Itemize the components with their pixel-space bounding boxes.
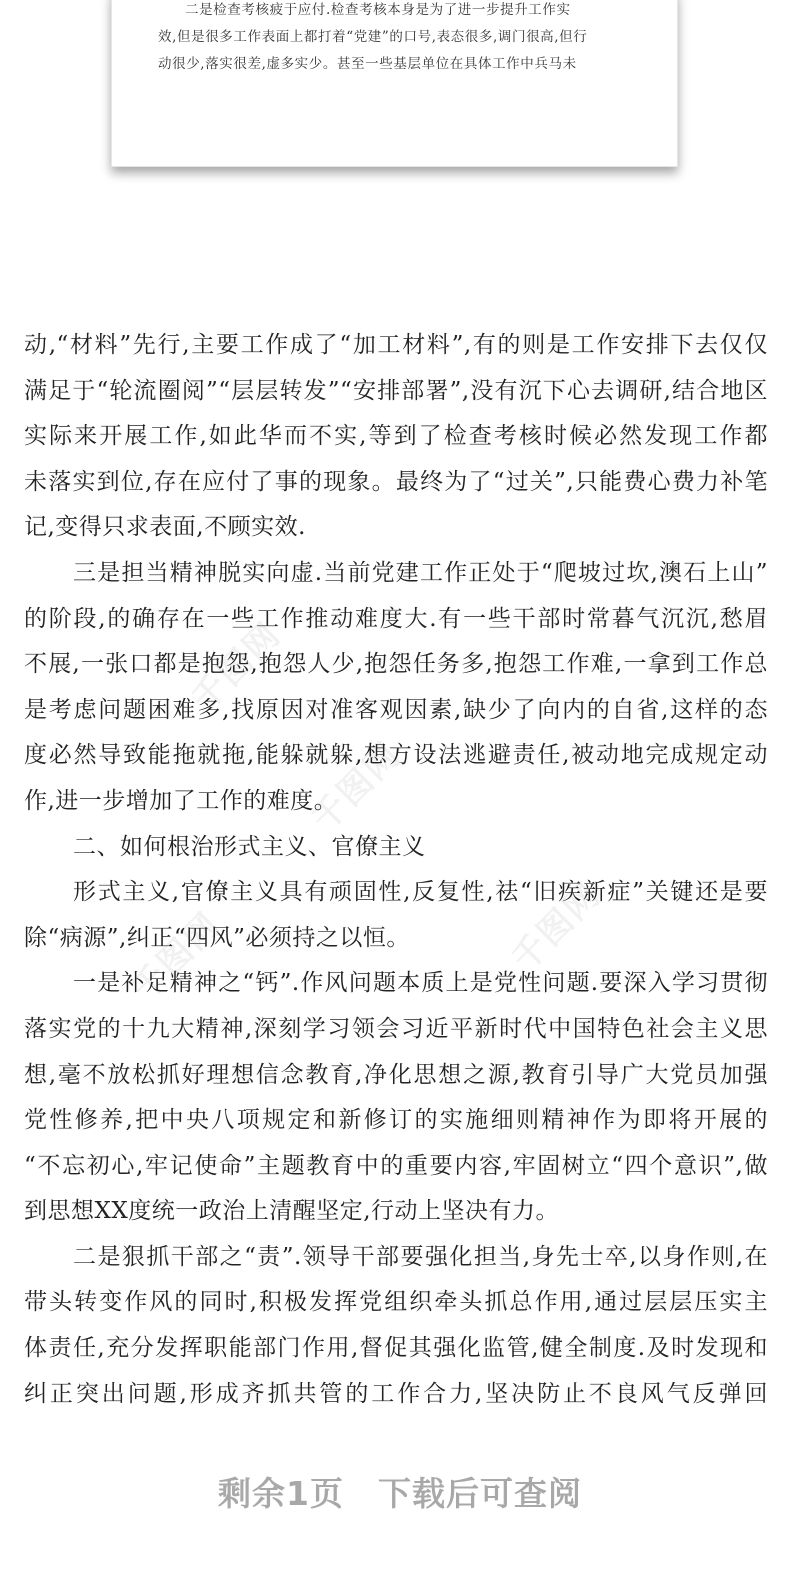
doc-line: 党性修养,把中央八项规定和新修订的实施细则精神作为即将开展的 (24, 1107, 768, 1134)
watermark: 千图网 (184, 614, 289, 720)
doc-line: 纠正突出问题,形成齐抓共管的工作合力,坚决防止不良风气反弹回 (24, 1380, 768, 1407)
document-body (24, 323, 768, 1417)
doc-line: 想,毫不放松抓好理想信念教育,净化思想之源,教育引导广大党员加强 (24, 1061, 768, 1088)
doc-line: 度必然导致能拖就拖,能躲就躲,想方设法逃避责任,被动地完成规定动 (24, 742, 768, 769)
preview-line: 效,但是很多工作表面上都打着“党建”的口号,表态很多,调门很高,但行 (158, 29, 588, 45)
doc-line: 落实党的十九大精神,深刻学习领会习近平新时代中国特色社会主义思 (24, 1015, 768, 1042)
watermark: 千图网 (304, 734, 409, 840)
watermark: 千图网 (124, 904, 229, 1010)
section-heading: 二、如何根治形式主义、官僚主义 (73, 833, 426, 860)
doc-line: 的阶段,的确存在一些工作推动难度大.有一些干部时常暮气沉沉,愁眉 (24, 605, 768, 632)
doc-line: 到思想XX度统一政治上清醒坚定,行动上坚决有力。 (24, 1198, 560, 1225)
doc-line: 除“病源”,纠正“四风”必须持之以恒。 (24, 924, 410, 951)
watermark: 千图网 (504, 874, 609, 980)
preview-line: 动很少,落实很差,虚多实少。甚至一些基层单位在具体工作中兵马未 (158, 56, 577, 72)
doc-line: 体责任,充分发挥职能部门作用,督促其强化监管,健全制度.及时发现和 (24, 1335, 768, 1362)
preview-text (158, 0, 638, 78)
doc-line: 是考虑问题困难多,找原因对准客观因素,缺少了向内的自省,这样的态 (24, 696, 768, 723)
doc-line: 作,进一步增加了工作的难度。 (24, 787, 338, 814)
remaining-pages-notice[interactable]: 剩余1页 下载后可查阅 (218, 1474, 582, 1513)
doc-line: 带头转变作风的同时,积极发挥党组织牵头抓总作用,通过层层压实主 (24, 1289, 768, 1316)
preview-line: 二是检查考核疲于应付.检查考核本身是为了进一步提升工作实 (185, 2, 571, 18)
doc-line: 二是狠抓干部之“责”.领导干部要强化担当,身先士卒,以身作则,在 (73, 1243, 768, 1270)
doc-line: 形式主义,官僚主义具有顽固性,反复性,祛“旧疾新症”关键还是要 (73, 879, 768, 906)
doc-line: 记,变得只求表面,不顾实效. (24, 514, 306, 541)
previous-page-preview (111, 0, 678, 167)
doc-line: 不展,一张口都是抱怨,抱怨人少,抱怨任务多,抱怨工作难,一拿到工作总 (24, 651, 768, 678)
doc-line: 动,“材料”先行,主要工作成了“加工材料”,有的则是工作安排下去仅仅 (24, 332, 768, 358)
doc-line: 未落实到位,存在应付了事的现象。最终为了“过关”,只能费心费力补笔 (24, 468, 768, 495)
doc-line: “不忘初心,牢记使命”主题教育中的重要内容,牢固树立“四个意识”,做 (24, 1152, 768, 1179)
doc-line: 一是补足精神之“钙”.作风问题本质上是党性问题.要深入学习贯彻 (73, 970, 768, 997)
doc-line: 三是担当精神脱实向虚.当前党建工作正处于“爬坡过坎,澳石上山” (73, 559, 768, 586)
doc-line: 满足于“轮流圈阅”“层层转发”“安排部署”,没有沉下心去调研,结合地区 (24, 377, 768, 404)
doc-line: 实际来开展工作,如此华而不实,等到了检查考核时候必然发现工作都 (24, 423, 768, 450)
